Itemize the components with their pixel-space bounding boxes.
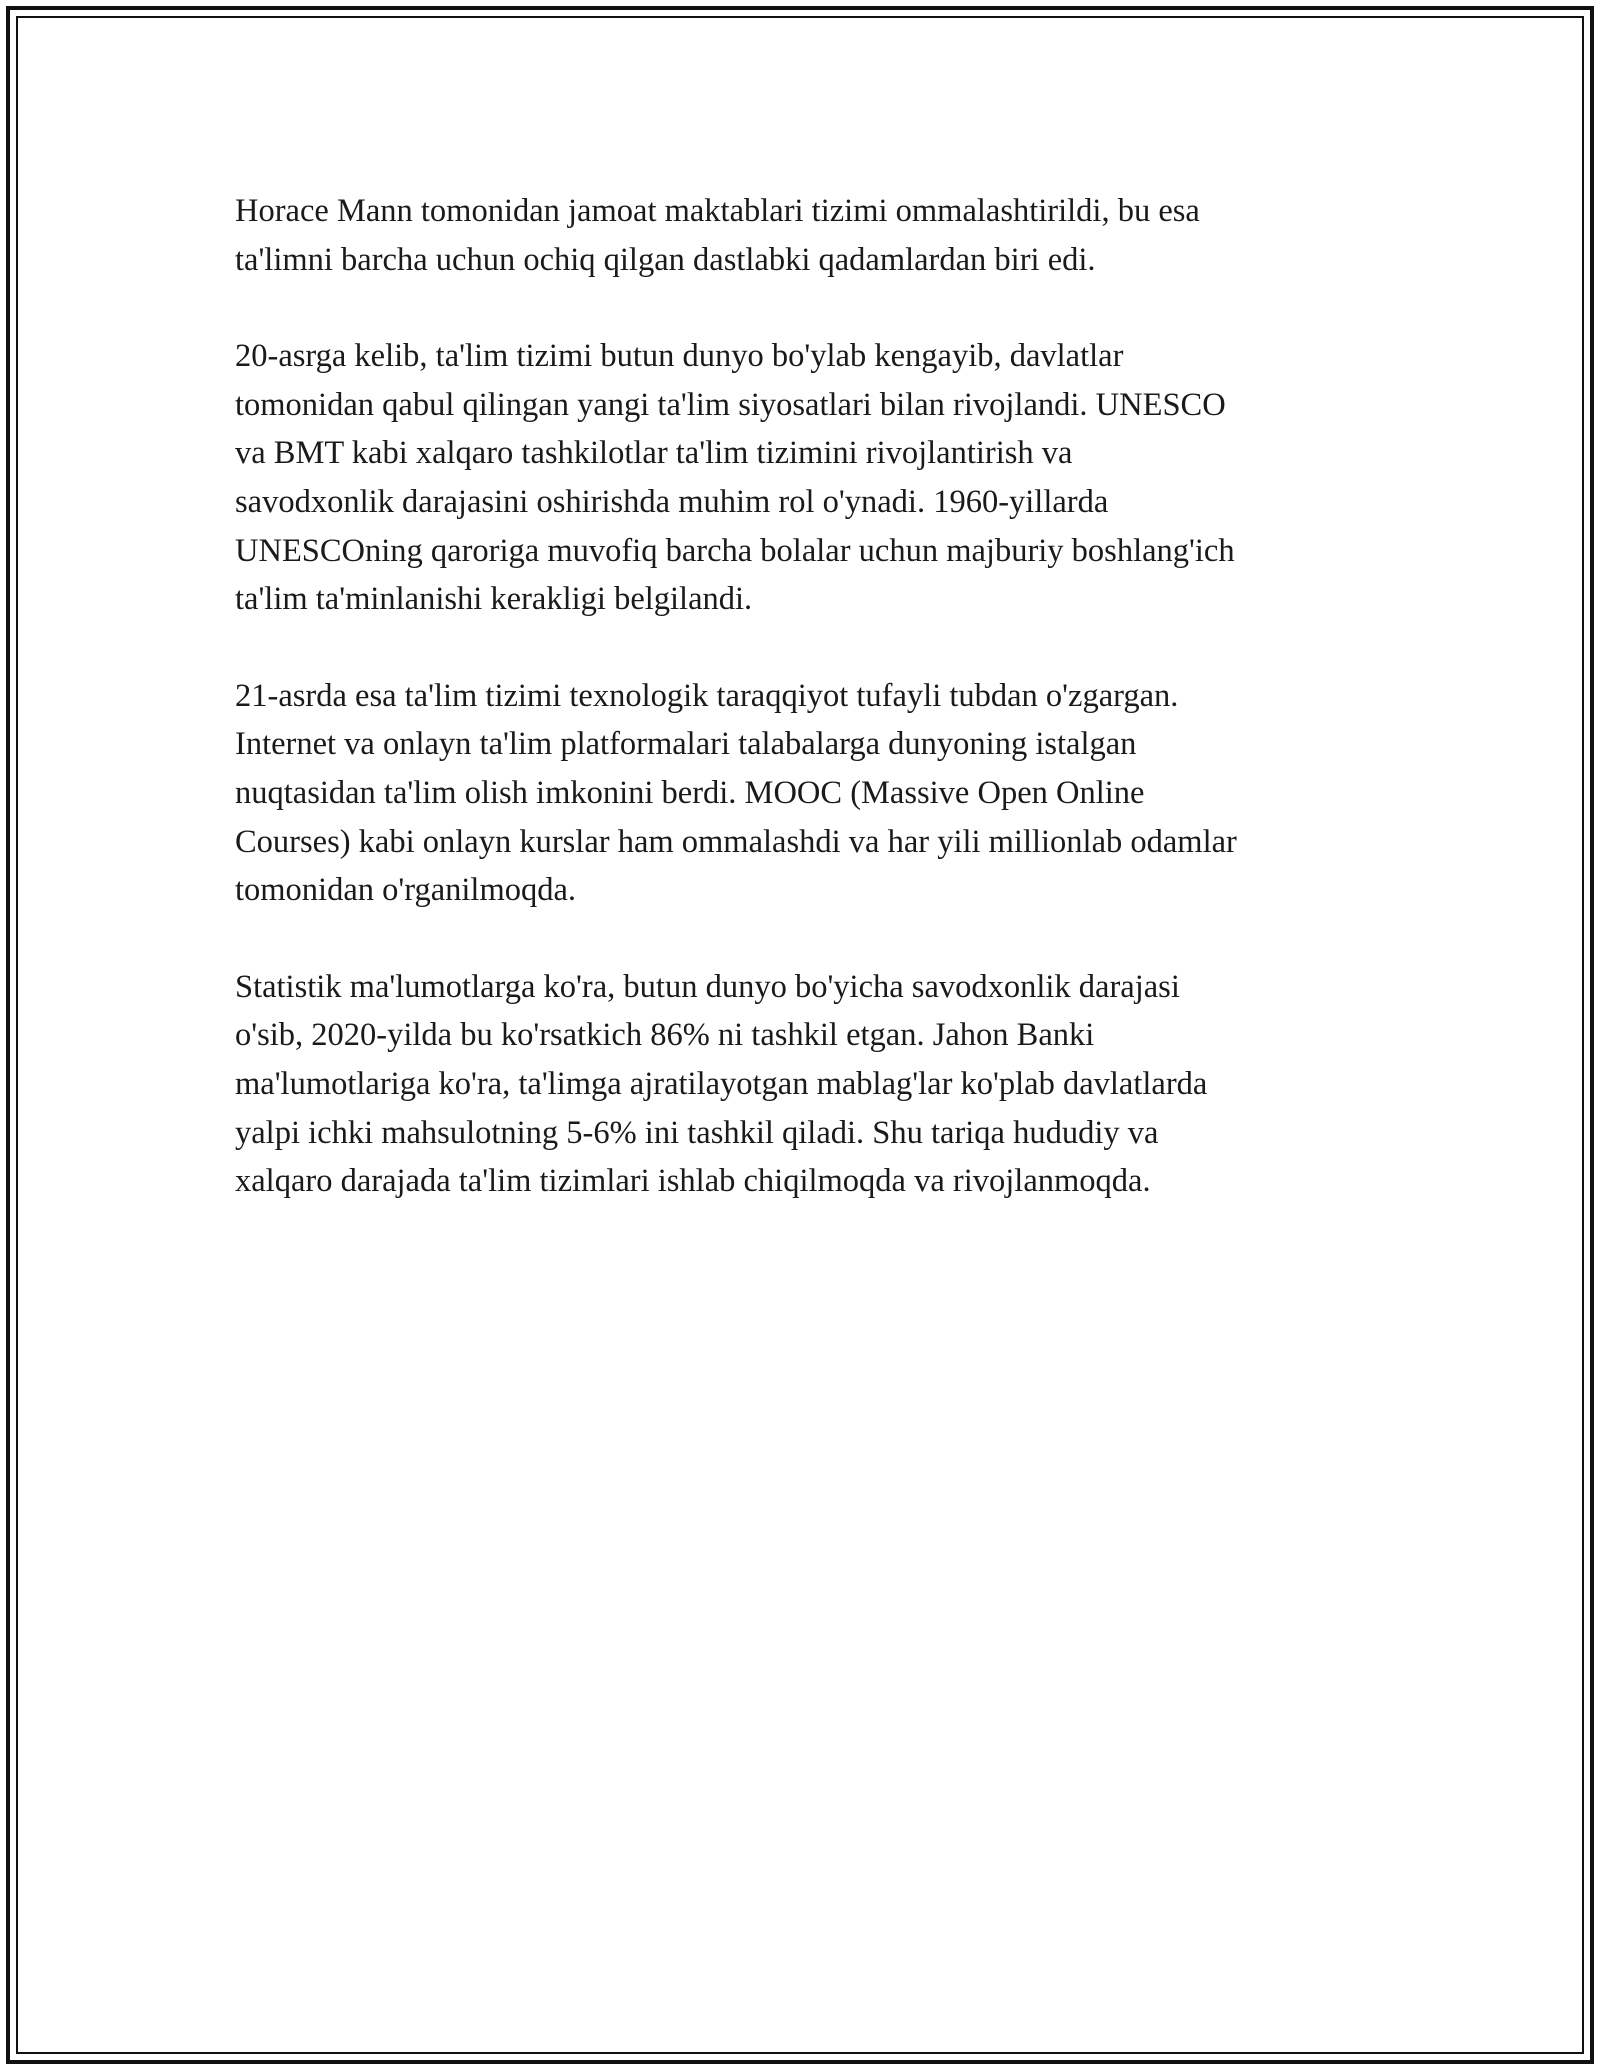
paragraph-21st-century: 21-asrda esa ta'lim tizimi texnologik taraqqiyot tufayli tubdan o'zgargan. Internet va onlayn ta'lim platformalari talabalarga dunyoning istalgan nuqtasidan ta'lim olish imkonini berdi. MOOC (Massive Open Online Courses) kabi onlayn kurslar ham ommalashdi va har yili millionlab odamlar tomonidan o'rganilmoqda. — [235, 677, 1237, 909]
document-body — [235, 187, 1370, 1254]
paragraph-20th-century: 20-asrga kelib, ta'lim tizimi butun dunyo bo'ylab kengayib, davlatlar tomonidan qabul qilingan yangi ta'lim siyosatlari bilan rivojlandi. UNESCO va BMT kabi xalqaro tashkilotlar ta'lim tizimini rivojlantirish va savodxonlik darajasini oshirishda muhim rol o'ynadi. 1960-yillarda UNESCOning qaroriga muvofiq barcha bolalar uchun majburiy boshlang'ich ta'lim ta'minlanishi kerakligi belgilandi. — [235, 338, 1235, 618]
paragraph-statistics: Statistik ma'lumotlarga ko'ra, butun dunyo bo'yicha savodxonlik darajasi o'sib, 2020-yilda bu ko'rsatkich 86% ni tashkil etgan. Jahon Banki ma'lumotlariga ko'ra, ta'limga ajratilayotgan mablag'lar ko'plab davlatlarda yalpi ichki mahsulotning 5-6% ini tashkil qiladi. Shu tariqa hududiy va xalqaro darajada ta'lim tizimlari ishlab chiqilmoqda va rivojlanmoqda. — [235, 968, 1208, 1200]
paragraph-horace-mann: Horace Mann tomonidan jamoat maktablari tizimi ommalashtirildi, bu esa ta'limni barcha uchun ochiq qilgan dastlabki qadamlardan biri edi. — [235, 193, 1200, 278]
